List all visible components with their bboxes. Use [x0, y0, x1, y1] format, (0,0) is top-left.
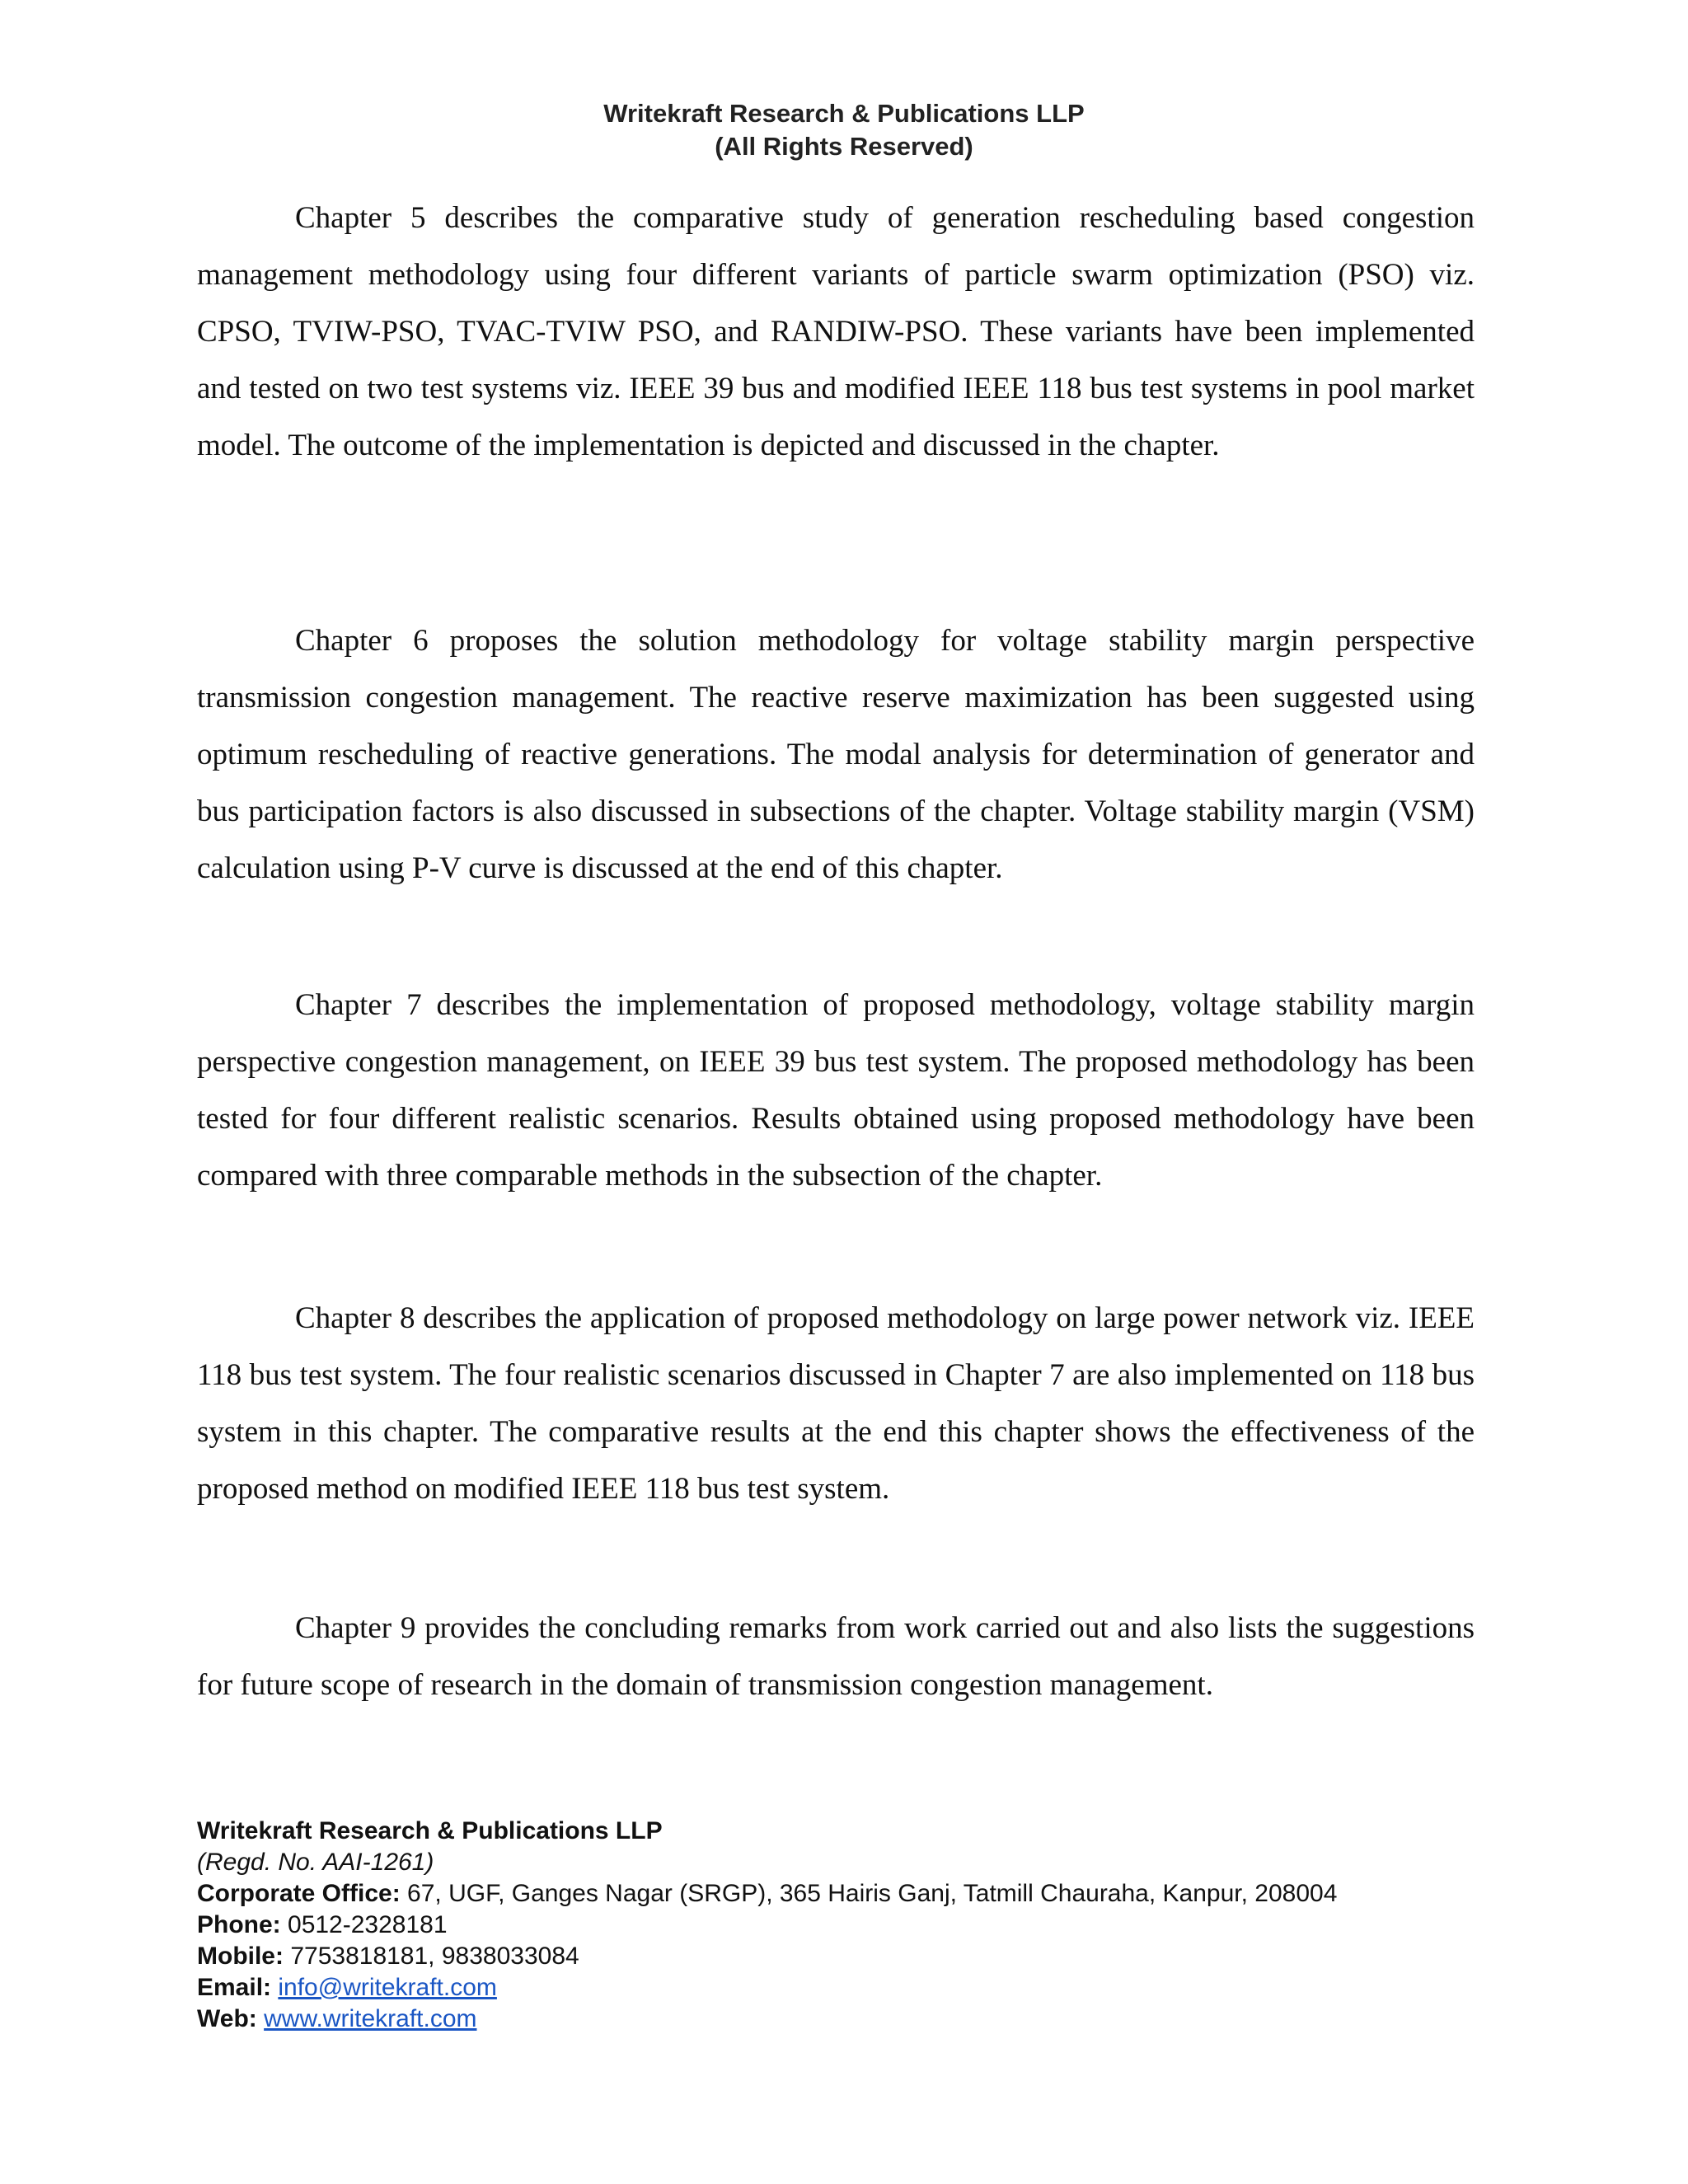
email-label: Email: [197, 1974, 272, 2001]
page-footer [197, 1816, 1598, 2035]
chapter-6-paragraph-block [197, 612, 1475, 897]
email-link[interactable]: info@writekraft.com [278, 1974, 497, 2001]
chapter-8-paragraph-block [197, 1290, 1475, 1517]
footer-web [197, 2004, 1598, 2035]
chapter-6-paragraph: Chapter 6 proposes the solution methodology for voltage stability margin perspective transmission congestion management. The reactive reserve maximization has been suggested using optimum rescheduling of reactive generations. The modal analysis for determination of generator and bus participation factors is also discussed in subsections of the chapter. Voltage stability margin (VSM) calculation using P-V curve is discussed at the end of this chapter. [197, 624, 1475, 885]
chapter-8-paragraph: Chapter 8 describes the application of proposed methodology on large power network viz. IEEE 118 bus test system. The four realistic scenarios discussed in Chapter 7 are also implemented on 118 bus system in this chapter. The comparative results at the end this chapter shows the effectiveness of the proposed method on modified IEEE 118 bus test system. [197, 1301, 1475, 1506]
footer-company-name: Writekraft Research & Publications LLP [197, 1817, 663, 1844]
page-header [0, 97, 1688, 163]
header-rights-notice: (All Rights Reserved) [715, 132, 973, 161]
chapter-9-paragraph: Chapter 9 provides the concluding remarks from work carried out and also lists the suggestions for future scope of research in the domain of transmission congestion management. [197, 1611, 1475, 1702]
chapter-9-paragraph-block [197, 1600, 1475, 1713]
chapter-7-paragraph-block [197, 977, 1475, 1204]
website-link[interactable]: www.writekraft.com [264, 2005, 477, 2032]
corporate-office-label: Corporate Office: [197, 1880, 401, 1907]
footer-email [197, 1972, 1598, 2004]
chapter-5-paragraph: Chapter 5 describes the comparative study of generation rescheduling based congestion management methodology using four different variants of particle swarm optimization (PSO) viz. CPSO, TVIW-PSO, TVAC-TVIW PSO, and RANDIW-PSO. These variants have been implemented and tested on two test systems viz. IEEE 39 bus and modified IEEE 118 bus test systems in pool market model. The outcome of the implementation is depicted and discussed in the chapter. [197, 201, 1475, 462]
footer-phone [197, 1910, 1598, 1941]
footer-mobile [197, 1941, 1598, 1972]
web-label: Web: [197, 2005, 257, 2032]
header-company-name: Writekraft Research & Publications LLP [603, 99, 1085, 128]
mobile-numbers: 7753818181, 9838033084 [284, 1943, 579, 1970]
footer-corporate-office [197, 1878, 1598, 1910]
chapter-7-paragraph: Chapter 7 describes the implementation of proposed methodology, voltage stability margin perspective congestion management, on IEEE 39 bus test system. The proposed methodology has been tested for four different realistic scenarios. Results obtained using proposed methodology have been compared with three comparable methods in the subsection of the chapter. [197, 988, 1475, 1193]
footer-registration-number: (Regd. No. AAI-1261) [197, 1849, 434, 1876]
chapter-5-paragraph-block [197, 190, 1475, 474]
corporate-office-address: 67, UGF, Ganges Nagar (SRGP), 365 Hairis Ganj, Tatmill Chauraha, Kanpur, 208004 [400, 1880, 1338, 1907]
phone-number: 0512-2328181 [280, 1911, 448, 1938]
phone-label: Phone: [197, 1911, 281, 1938]
mobile-label: Mobile: [197, 1943, 284, 1970]
